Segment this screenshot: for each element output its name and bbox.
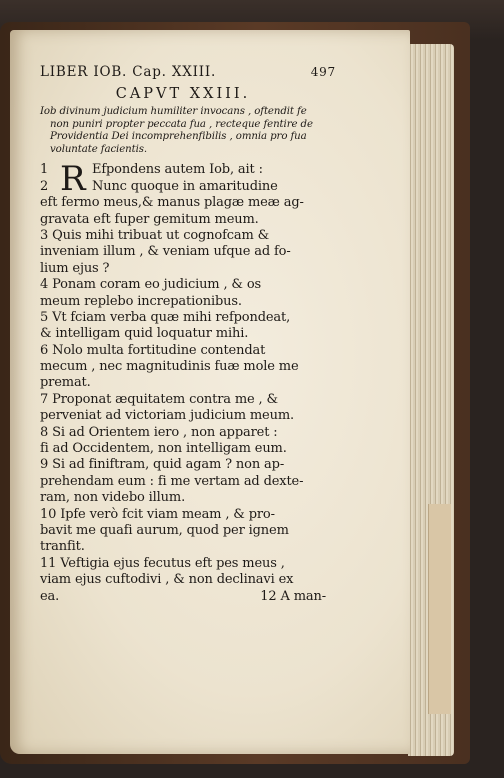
text-line: perveniat ad victoriam judicium meum. bbox=[40, 408, 294, 424]
text-line: ram, non videbo illum. bbox=[40, 490, 186, 506]
text-line: prehendam eum : fi me vertam ad dexte- bbox=[40, 473, 304, 489]
text-line: meum replebo increpationibus. bbox=[40, 293, 242, 309]
page-number: 497 bbox=[310, 65, 336, 79]
verse-number: 1 bbox=[40, 162, 49, 178]
catchword: 12 A man- bbox=[260, 588, 326, 604]
verse-text: Nunc quoque in amaritudine bbox=[92, 178, 278, 194]
verse-number: 2 bbox=[40, 178, 49, 194]
running-title: LIBER IOB. Cap. XXIII. bbox=[40, 64, 217, 80]
page-edges bbox=[408, 44, 454, 756]
text-line: 10 Ipfe verò fcit viam meam , & pro- bbox=[40, 506, 275, 522]
text-line: mecum , nec magnitudinis fuæ mole me bbox=[40, 359, 299, 375]
argument-line: voluntate facientis. bbox=[50, 143, 148, 155]
text-line: tranfit. bbox=[40, 539, 85, 555]
chapter-title: CAPVT XXIII. bbox=[115, 86, 251, 102]
chapter-argument bbox=[40, 106, 326, 156]
last-line bbox=[40, 589, 326, 605]
text-line: 7 Proponat æquitatem contra me , & bbox=[40, 391, 278, 407]
text-line: 8 Si ad Orientem iero , non apparet : bbox=[40, 424, 278, 440]
drop-cap: R bbox=[60, 159, 86, 200]
text-line: viam ejus cuftodivi , & non declinavi ex bbox=[40, 572, 294, 588]
text-line: fi ad Occidentem, non intelligam eum. bbox=[40, 441, 287, 457]
opening-verses bbox=[40, 159, 326, 200]
argument-line: non puniri propter peccata fua , recteque fentire de bbox=[50, 118, 313, 130]
running-header bbox=[40, 62, 336, 82]
text-line: 9 Si ad finiftram, quid agam ? non ap- bbox=[40, 457, 285, 473]
argument-line: Iob divinum judicium humiliter invocans , oftendit fe bbox=[40, 106, 307, 117]
text-line: eft fermo meus,& manus plagæ meæ ag- bbox=[40, 195, 304, 211]
argument-line: Providentia Dei incomprehenfibilis , omnia pro fua bbox=[50, 131, 307, 143]
bookmark-tab bbox=[428, 504, 451, 714]
text-line-left: ea. bbox=[40, 588, 60, 604]
text-line: 3 Quis mihi tribuat ut cognofcam & bbox=[40, 227, 270, 243]
text-line: 4 Ponam coram eo judicium , & os bbox=[40, 277, 262, 293]
text-line: inveniam illum , & veniam ufque ad fo- bbox=[40, 244, 291, 260]
text-line: lium ejus ? bbox=[40, 260, 110, 276]
text-line: bavit me quafi aurum, quod per ignem bbox=[40, 522, 289, 538]
text-line: 6 Nolo multa fortitudine contendat bbox=[40, 342, 266, 358]
verse-text: Efpondens autem Iob, ait : bbox=[92, 162, 263, 178]
text-line: 11 Veftigia ejus fecutus eft pes meus , bbox=[40, 555, 285, 571]
text-line: & intelligam quid loquatur mihi. bbox=[40, 326, 249, 342]
text-line: gravata eft fuper gemitum meum. bbox=[40, 211, 259, 227]
page-text bbox=[40, 62, 336, 605]
text-line: 5 Vt fciam verba quæ mihi refpondeat, bbox=[40, 309, 291, 325]
text-line: premat. bbox=[40, 375, 91, 391]
verses bbox=[40, 159, 326, 605]
